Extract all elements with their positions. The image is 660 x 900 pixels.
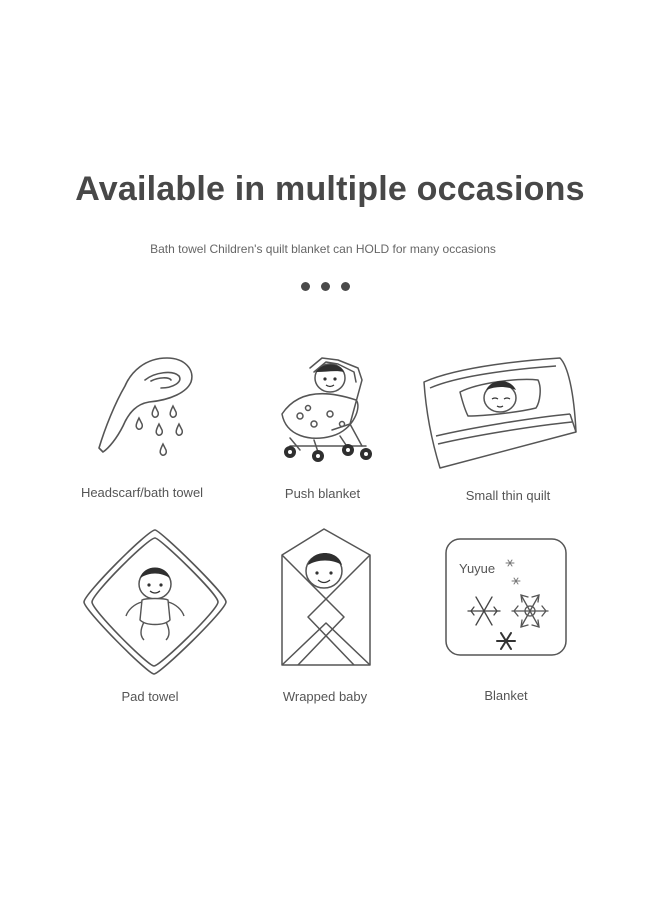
wrapped-baby-icon (278, 527, 374, 667)
baby-bed-quilt-icon (420, 352, 580, 474)
dot (341, 282, 350, 291)
snowflake-blanket-icon (444, 537, 568, 657)
occasion-small-quilt (420, 352, 580, 474)
dot (321, 282, 330, 291)
baby-on-towel-icon (80, 528, 230, 678)
page-subtitle: Bath towel Children's quilt blanket can HOLD for many occasions (150, 242, 496, 256)
dots-divider (298, 282, 358, 294)
occasion-push-blanket (270, 350, 380, 468)
caption-headscarf: Headscarf/bath towel (80, 485, 204, 500)
occasion-blanket (444, 537, 568, 657)
caption-blanket: Blanket (484, 688, 528, 703)
occasion-headscarf (85, 348, 215, 473)
caption-small-quilt: Small thin quilt (465, 488, 551, 503)
blanket-brand-text: Yuyue (459, 561, 496, 576)
caption-pad-towel: Pad towel (121, 689, 179, 704)
occasion-wrapped-baby (278, 527, 374, 667)
caption-wrapped-baby: Wrapped baby (282, 689, 368, 704)
occasion-pad-towel (80, 528, 230, 678)
baby-stroller-icon (270, 350, 380, 468)
shower-head-icon (85, 348, 215, 473)
page-title: Available in multiple occasions (75, 170, 585, 208)
caption-push-blanket: Push blanket (284, 486, 361, 501)
dot (301, 282, 310, 291)
